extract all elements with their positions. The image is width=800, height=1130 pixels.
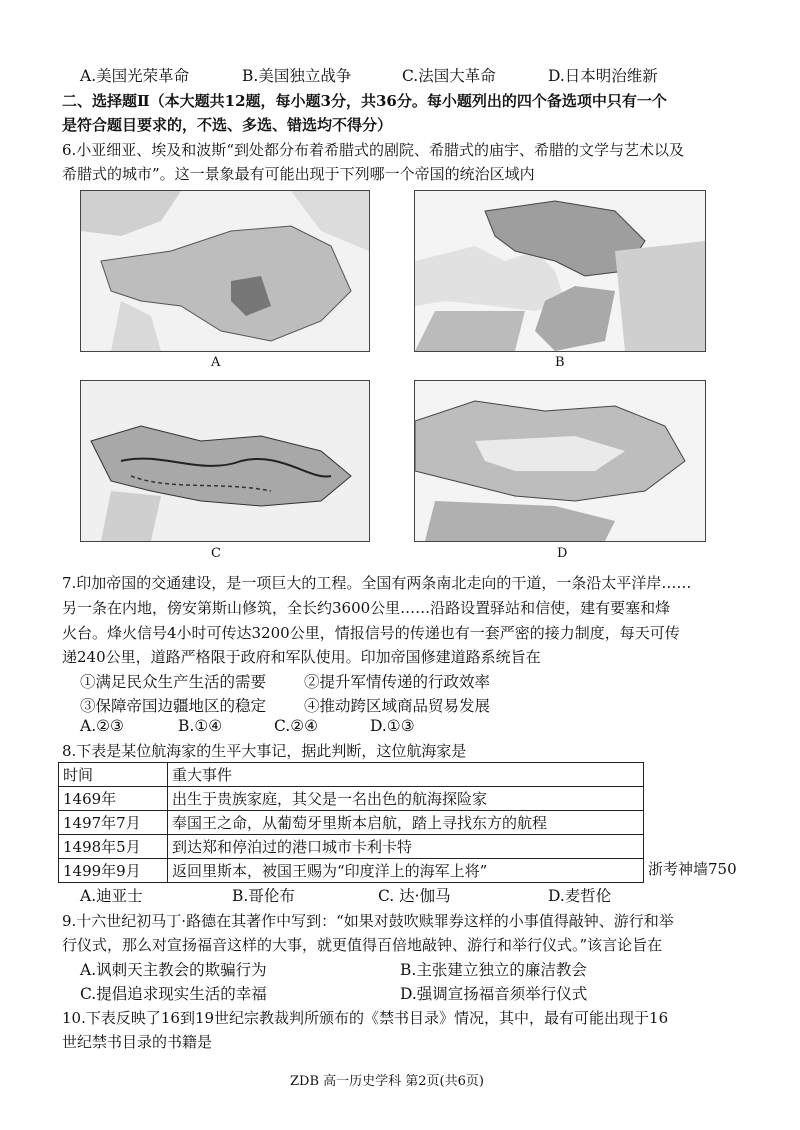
- table-cell: 1498年5月: [59, 835, 168, 859]
- q7-option-c: C.②④: [274, 717, 319, 735]
- q7-option-a: A.②③: [80, 717, 124, 735]
- watermark-text: 浙考神墙750: [648, 860, 737, 878]
- q8-stem: 8.下表是某位航海家的生平大事记，据此判断，这位航海家是: [62, 742, 467, 760]
- table-cell: 到达郑和停泊过的港口城市卡利卡特: [168, 835, 644, 859]
- q7-stem-line3: 火台。烽火信号4小时可传达3200公里，情报信号的传递也有一套严密的接力制度，每天可传: [62, 624, 680, 642]
- q9-option-c: C.提倡追求现实生活的幸福: [80, 985, 267, 1003]
- q10-stem-line2: 世纪禁书目录的书籍是: [62, 1033, 213, 1051]
- map-d-label: D: [557, 546, 568, 561]
- q7-item-3: ③保障帝国边疆地区的稳定: [80, 697, 267, 715]
- q7-item-2: ②提升军情传递的行政效率: [304, 673, 491, 691]
- q5-option-d: D.日本明治维新: [548, 67, 658, 85]
- q8-option-a: A.迪亚士: [80, 887, 143, 905]
- table-cell: 1499年9月: [59, 859, 168, 883]
- q7-item-1: ①满足民众生产生活的需要: [80, 673, 267, 691]
- section2-heading-line2: 是符合题目要求的，不选、多选、错选均不得分）: [62, 116, 393, 134]
- table-cell: 出生于贵族家庭，其父是一名出色的航海探险家: [168, 787, 644, 811]
- q9-option-d: D.强调宣扬福音须举行仪式: [400, 985, 588, 1003]
- q10-stem-line1: 10.下表反映了16到19世纪宗教裁判所颁布的《禁书目录》情况，其中，最有可能出现于16: [62, 1009, 669, 1027]
- q7-stem-line4: 递240公里，道路严格限于政府和军队使用。印加帝国修建道路系统旨在: [62, 648, 541, 666]
- q9-stem-line2: 行仪式，那么对宣扬福音这样的大事，就更值得百倍地敲钟、游行和举行仪式。”该言论旨在: [62, 936, 663, 954]
- q6-stem-line1: 6.小亚细亚、埃及和波斯“到处都分布着希腊式的剧院、希腊式的庙宇、希腊的文学与艺术以及: [62, 141, 684, 159]
- table-cell: 奉国王之命，从葡萄牙里斯本启航，踏上寻找东方的航程: [168, 811, 644, 835]
- table-cell: 1497年7月: [59, 811, 168, 835]
- q7-item-4: ④推动跨区域商品贸易发展: [304, 697, 491, 715]
- table-header-cell: 时间: [59, 763, 168, 787]
- q8-option-b: B.哥伦布: [232, 887, 295, 905]
- q6-stem-line2: 希腊式的城市”。这一景象最有可能出现于下列哪一个帝国的统治区域内: [62, 165, 535, 183]
- map-a-label: A: [211, 355, 221, 370]
- table-header-row: [59, 763, 644, 787]
- map-c-alexander-empire: [80, 380, 370, 542]
- map-b-ottoman-empire: [414, 190, 706, 352]
- table-cell: 返回里斯本，被国王赐为“印度洋上的海军上将”: [168, 859, 644, 883]
- table-row: [59, 787, 644, 811]
- map-a-persian-empire: [80, 190, 370, 352]
- table-row: [59, 859, 644, 883]
- q7-stem-line1: 7.印加帝国的交通建设，是一项巨大的工程。全国有两条南北走向的干道，一条沿太平洋岸……: [62, 574, 692, 592]
- q9-stem-line1: 9.十六世纪初马丁·路德在其著作中写到：“如果对鼓吹赎罪券这样的小事值得敲钟、游行和举: [62, 912, 674, 930]
- q9-option-b: B.主张建立独立的廉洁教会: [400, 961, 587, 979]
- page-footer: ZDB 高一历史学科 第2页(共6页): [290, 1074, 484, 1089]
- table-row: [59, 835, 644, 859]
- q8-option-c: C. 达·伽马: [378, 887, 451, 905]
- q7-stem-line2: 另一条在内地，傍安第斯山修筑，全长约3600公里……沿路设置驿站和信使，建有要塞和烽: [62, 599, 671, 617]
- q7-option-d: D.①③: [370, 717, 415, 735]
- section2-heading-line1: 二、选择题Ⅱ（本大题共12题，每小题3分，共36分。每小题列出的四个备选项中只有一个: [62, 92, 667, 110]
- q5-option-b: B.美国独立战争: [242, 67, 352, 85]
- table-cell: 1469年: [59, 787, 168, 811]
- map-b-label: B: [555, 355, 565, 370]
- table-header-cell: 重大事件: [168, 763, 644, 787]
- q5-option-a: A.美国光荣革命: [80, 67, 190, 85]
- q9-option-a: A.讽刺天主教会的欺骗行为: [80, 961, 267, 979]
- q7-option-b: B.①④: [178, 717, 223, 735]
- table-row: [59, 811, 644, 835]
- q5-option-c: C.法国大革命: [402, 67, 496, 85]
- map-c-label: C: [211, 546, 221, 561]
- map-d-roman-empire: [414, 380, 706, 542]
- q8-option-d: D.麦哲伦: [548, 887, 612, 905]
- q8-table: [58, 762, 644, 883]
